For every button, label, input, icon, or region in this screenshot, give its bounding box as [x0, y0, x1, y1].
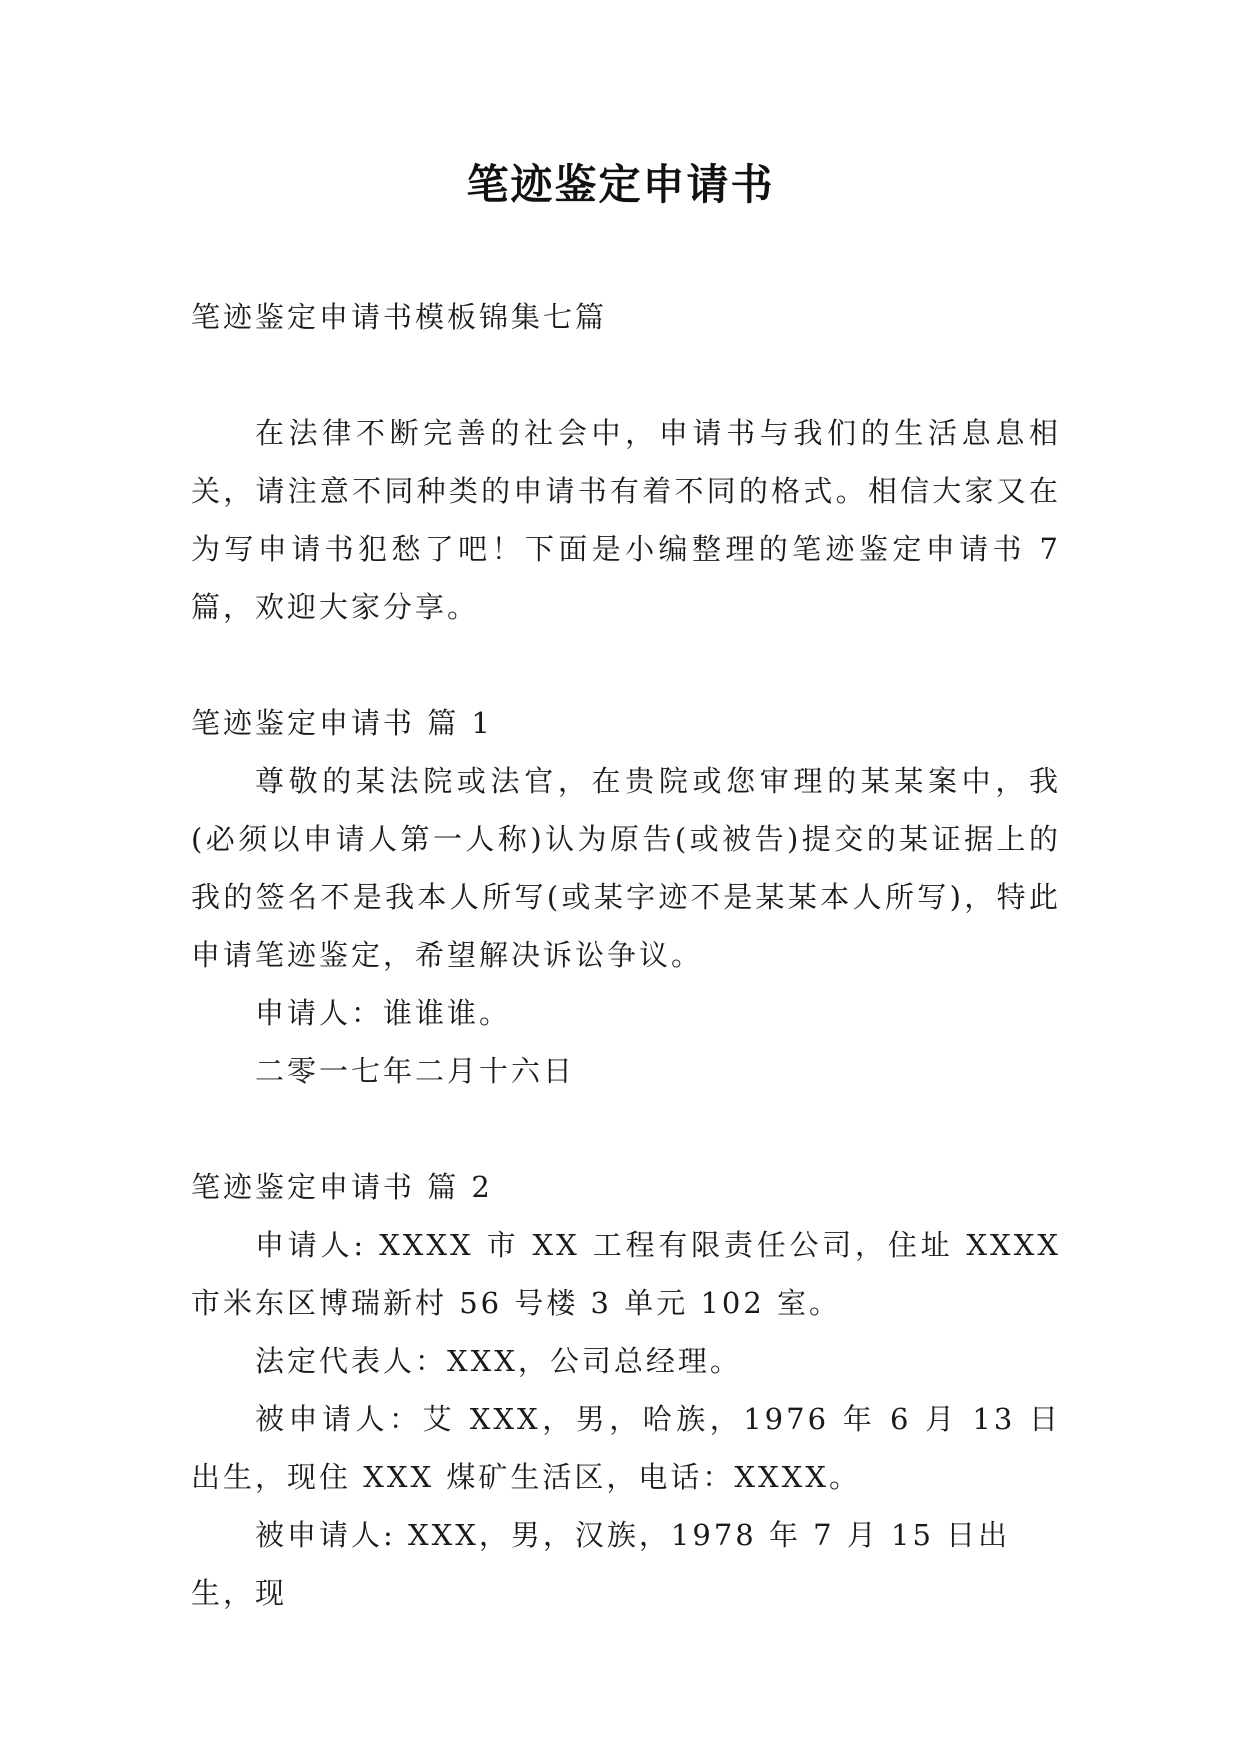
- spacer: [191, 346, 1061, 404]
- section-1-date: 二零一七年二月十六日: [255, 1054, 576, 1088]
- section-2-respondent-2: 被申请人: XXX，男，汉族，1978 年 7 月 15 日出生，现: [191, 1518, 1011, 1610]
- intro-paragraph: 在法律不断完善的社会中，申请书与我们的生活息息相关，请注意不同种类的申请书有着不同的格式。相信大家又在为写申请书犯愁了吧！下面是小编整理的笔迹鉴定申请书 7 篇，欢迎大家分享。: [191, 416, 1061, 624]
- section-heading-2: 笔迹鉴定申请书 篇 2: [191, 1170, 493, 1204]
- section-1-paragraph: 尊敬的某法院或法官，在贵院或您审理的某某案中，我(必须以申请人第一人称)认为原告(或被告)提交的某证据上的我的签名不是我本人所写(或某字迹不是某某本人所写)，特此申请笔迹鉴定，希望解决诉讼争议。: [191, 764, 1061, 972]
- section-2-legal-representative: 法定代表人：XXX，公司总经理。: [255, 1344, 742, 1378]
- section-1-applicant: 申请人：谁谁谁。: [255, 996, 512, 1030]
- spacer: [191, 1100, 1061, 1158]
- section-2-respondent-1: 被申请人：艾 XXX，男，哈族，1976 年 6 月 13 日出生，现住 XXX 煤矿生活区，电话：XXXX。: [191, 1402, 1061, 1494]
- section-heading-1: 笔迹鉴定申请书 篇 1: [191, 706, 493, 740]
- spacer: [191, 636, 1061, 694]
- document-subtitle: 笔迹鉴定申请书模板锦集七篇: [191, 300, 608, 334]
- document-body: [191, 288, 1061, 1622]
- document-title: 笔迹鉴定申请书: [466, 160, 775, 209]
- section-2-applicant: 申请人: XXXX 市 XX 工程有限责任公司，住址 XXXX 市米东区博瑞新村 56 号楼 3 单元 102 室。: [191, 1228, 1061, 1320]
